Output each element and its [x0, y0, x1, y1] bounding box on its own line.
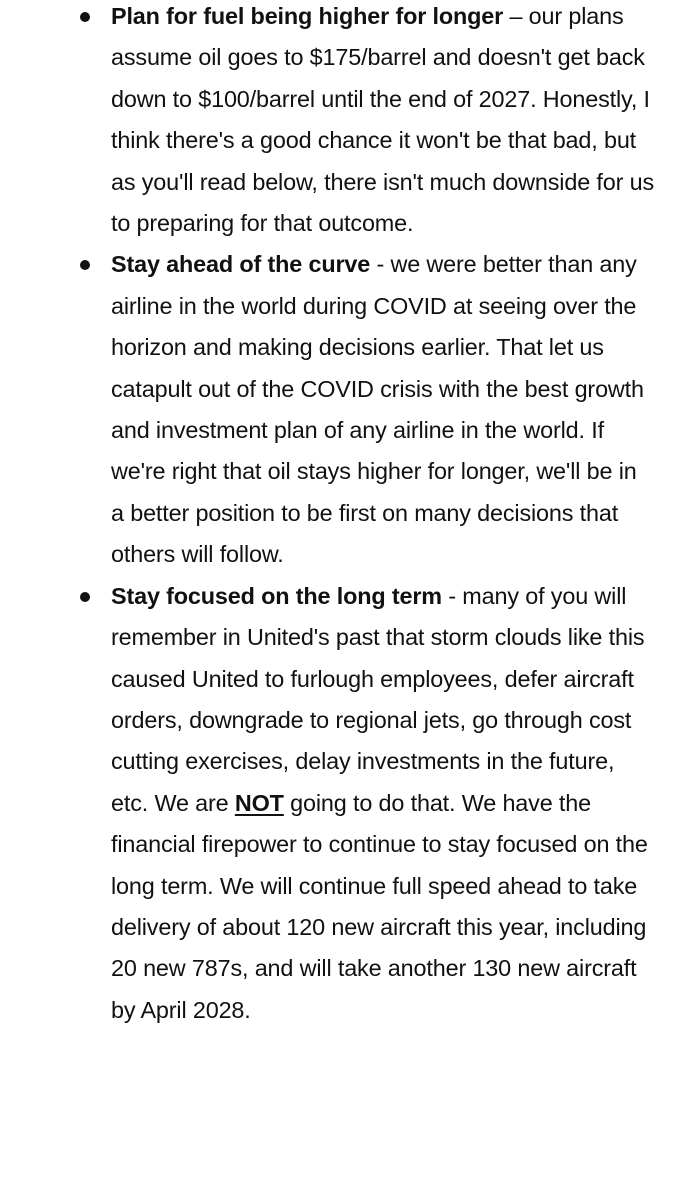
bullet-fuel-plan	[0, 0, 695, 244]
bullet-heading: Stay focused on the long term	[111, 582, 442, 609]
bullet-body-after: going to do that. We have the financial firepower to continue to stay focused on the long term. We will continue full speed ahead to take delivery of about 120 new aircraft this year, including 20 new 787s, and will take another 130 new aircraft by April 2028.	[111, 789, 648, 1023]
bullet-dot-icon	[80, 12, 90, 22]
bullet-long-term	[0, 576, 695, 1031]
bullet-heading: Stay ahead of the curve	[111, 251, 371, 278]
emphasis-not: NOT	[234, 789, 284, 816]
bullet-dot-icon	[80, 592, 90, 602]
bullet-dot-icon	[80, 260, 90, 270]
bullet-body: - we were better than any airline in the world during COVID at seeing over the horizon and making decisions earlier. That let us catapult out of the COVID crisis with the best growth and investment plan of any airline in the world. If we're right that oil stays higher for longer, we'll be in a better position to be first on many decisions that others will follow.	[111, 251, 644, 568]
bullet-body-before: - many of you will remember in United's past that storm clouds like this caused United to furlough employees, defer aircraft orders, downgrade to regional jets, go through cost cutting exercises, delay investments in the future, etc. We are	[111, 582, 645, 816]
bullet-heading: Plan for fuel being higher for longer	[111, 3, 504, 29]
bullet-body: – our plans assume oil goes to $175/barrel and doesn't get back down to $100/barrel until the end of 2027. Honestly, I think there's a good chance it won't be that bad, but as you'll read below, there isn't much downside for us to preparing for that outcome.	[111, 3, 655, 237]
bullet-ahead-of-curve	[0, 244, 695, 575]
